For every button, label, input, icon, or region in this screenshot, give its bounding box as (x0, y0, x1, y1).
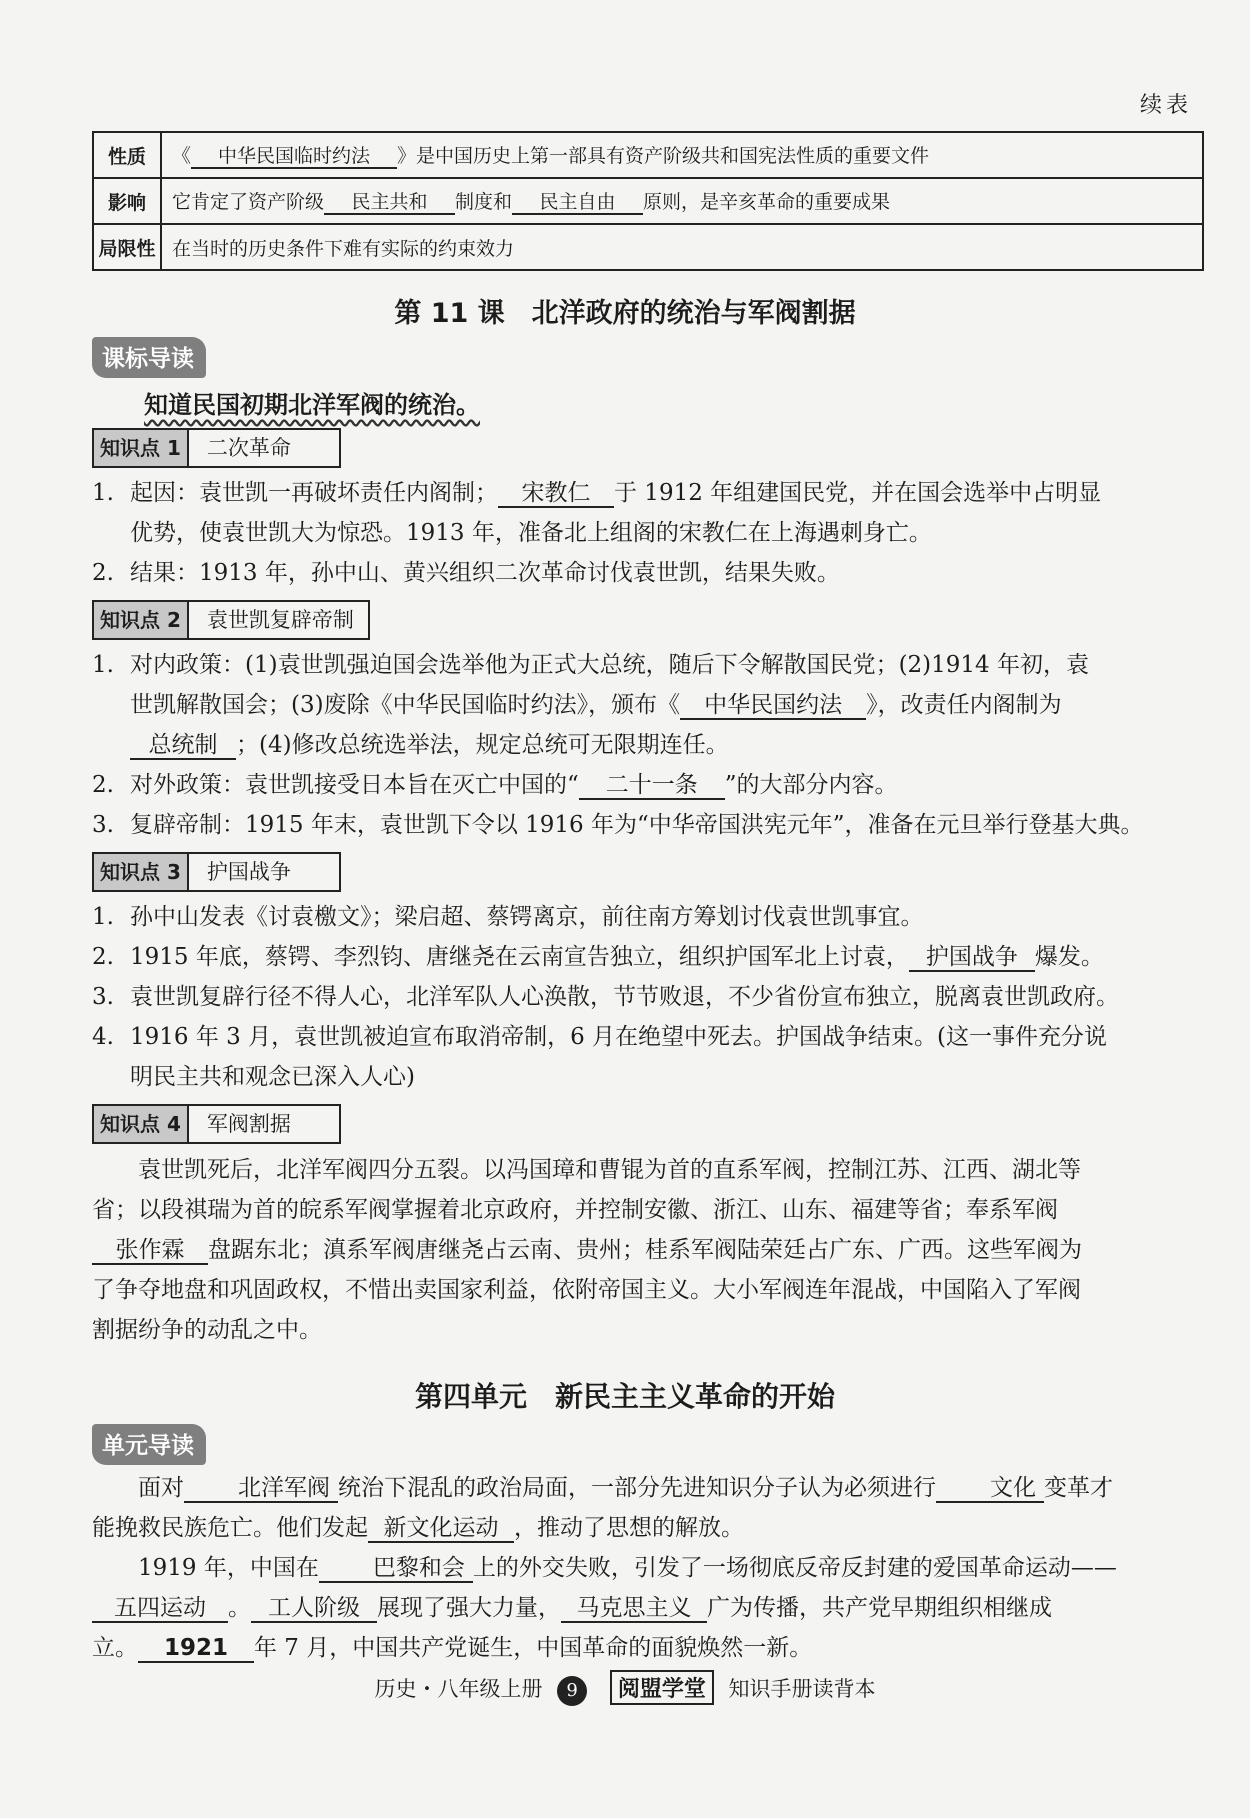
text: 。 (228, 1595, 251, 1621)
table-row (93, 132, 1203, 178)
text: 1916 年 3 月，袁世凯被迫宣布取消帝制，6 月在绝望中死去。护国战争结束。(这一事件充分说 (130, 1024, 1108, 1050)
fill-blank: 民主共和 (324, 192, 455, 216)
footer-subject: 历史・八年级上册 (374, 1677, 543, 1701)
paragraph-line: 了争夺地盘和巩固政权，不惜出卖国家利益，依附帝国主义。大小军阀连年混战，中国陷入了军阀 (92, 1277, 1081, 1303)
fill-blank: 新文化运动 (368, 1515, 514, 1543)
item-number: 2. (92, 560, 114, 586)
text: 面对 (138, 1475, 184, 1501)
text: ”的大部分内容。 (724, 772, 898, 798)
fill-blank: 马克思主义 (561, 1595, 707, 1623)
list-item (92, 805, 1204, 845)
item-number: 1. (92, 904, 114, 930)
fill-blank: 北洋军阀 (184, 1475, 338, 1503)
fill-blank: 文化 (936, 1475, 1044, 1503)
list-item (92, 1017, 1204, 1057)
fill-blank: 护国战争 (909, 944, 1035, 972)
section-badge-kebiao: 课标导读 (92, 337, 206, 378)
unit-title: 第四单元 新民主主义革命的开始 (414, 1380, 835, 1413)
knowledge-point-3-body (92, 897, 1204, 1097)
item-number: 3. (92, 812, 114, 838)
text: 上的外交失败，引发了一场彻底反帝反封建的爱国革命运动—— (472, 1555, 1117, 1581)
list-item-continued: 明民主共和观念已深入人心) (130, 1064, 415, 1090)
paragraph-line (92, 1230, 1204, 1270)
list-item (92, 937, 1204, 977)
text: 展现了强大力量， (377, 1595, 561, 1621)
knowledge-point-label: 知识点 3 (94, 854, 189, 890)
cell-text: 原则，是辛亥革命的重要成果 (643, 190, 891, 213)
list-item (92, 765, 1204, 805)
fill-blank: 张作霖 (92, 1237, 208, 1265)
continued-label: 续表 (1139, 93, 1192, 118)
paragraph-line (92, 1628, 1204, 1668)
table-header-cell: 局限性 (93, 224, 161, 270)
item-number: 1. (92, 652, 114, 678)
fill-blank: 宋教仁 (498, 480, 614, 508)
item-number: 1. (92, 480, 114, 506)
knowledge-point-1-body (92, 473, 1204, 593)
knowledge-point-4-header (92, 1104, 341, 1144)
paragraph-line (92, 1468, 1204, 1508)
fill-blank: 二十一条 (579, 772, 725, 800)
paragraph-line: 省；以段祺瑞为首的皖系军阀掌握着北京政府，并控制安徽、浙江、山东、福建等省；奉系军阀 (92, 1197, 1058, 1223)
text: 起因：袁世凯一再破坏责任内阁制； (130, 480, 498, 506)
list-item-continued (92, 725, 1204, 765)
text: 于 1912 年组建国民党，并在国会选举中占明显 (614, 480, 1102, 506)
text: ；(4)修改总统选举法，规定总统可无限期连任。 (236, 732, 729, 758)
list-item (92, 473, 1204, 513)
cell-text: 《 (172, 144, 192, 167)
fill-blank: 五四运动 (92, 1595, 228, 1623)
knowledge-point-title: 护国战争 (206, 860, 291, 884)
text: 世凯解散国会；(3)废除《中华民国临时约法》，颁布《 (130, 692, 681, 718)
text: 年 7 月，中国共产党诞生，中国革命的面貌焕然一新。 (254, 1635, 813, 1661)
curriculum-guide-text: 知道民国初期北洋军阀的统治。 (144, 391, 480, 419)
table-cell (161, 132, 1203, 178)
fill-blank: 中华民国临时约法 (191, 146, 397, 170)
text: 变革才 (1044, 1475, 1113, 1501)
knowledge-point-4-body (92, 1150, 1204, 1350)
paragraph-line (92, 1508, 1204, 1548)
table-header-cell: 性质 (93, 132, 161, 178)
text: ，推动了思想的解放。 (514, 1515, 744, 1541)
list-item (92, 645, 1204, 685)
footer-book-title: 知识手册读背本 (728, 1677, 876, 1701)
knowledge-point-1-header (92, 428, 341, 468)
list-item (92, 897, 1204, 937)
list-item (92, 553, 1204, 593)
list-item-continued: 优势，使袁世凯大为惊恐。1913 年，准备北上组阁的宋教仁在上海遇刺身亡。 (130, 520, 932, 546)
text: 统治下混乱的政治局面，一部分先进知识分子认为必须进行 (338, 1475, 936, 1501)
text: 孙中山发表《讨袁檄文》；梁启超、蔡锷离京，前往南方筹划讨伐袁世凯事宜。 (130, 904, 924, 930)
table-row (93, 224, 1203, 270)
knowledge-point-label: 知识点 4 (94, 1106, 189, 1142)
table-header-cell: 影响 (93, 178, 161, 224)
table-row (93, 178, 1203, 224)
knowledge-point-label: 知识点 2 (94, 602, 189, 638)
section-badge-unit: 单元导读 (92, 1424, 206, 1465)
fill-blank: 巴黎和会 (319, 1555, 473, 1583)
paragraph-line: 割据纷争的动乱之中。 (92, 1317, 322, 1343)
cell-text: 》是中国历史上第一部具有资产阶级共和国宪法性质的重要文件 (397, 144, 930, 167)
fill-blank: 1921 (138, 1635, 254, 1663)
page-footer (0, 1670, 1250, 1706)
text: 能挽救民族危亡。他们发起 (92, 1515, 368, 1541)
summary-table (92, 131, 1204, 271)
item-number: 4. (92, 1024, 114, 1050)
lesson-title: 第 11 课 北洋政府的统治与军阀割据 (394, 298, 856, 329)
text: 对内政策：(1)袁世凯强迫国会选举他为正式大总统，随后下令解散国民党；(2)1914 年初，袁 (130, 652, 1090, 678)
knowledge-point-2-body (92, 645, 1204, 845)
table-cell: 在当时的历史条件下难有实际的约束效力 (161, 224, 1203, 270)
text: 对外政策：袁世凯接受日本旨在灭亡中国的“ (130, 772, 579, 798)
text: 结果：1913 年，孙中山、黄兴组织二次革命讨伐袁世凯，结果失败。 (130, 560, 840, 586)
knowledge-point-2-header (92, 600, 370, 640)
text: 》，改责任内阁制为 (866, 692, 1062, 718)
cell-text: 它肯定了资产阶级 (172, 190, 325, 213)
list-item-continued (92, 685, 1204, 725)
fill-blank: 中华民国约法 (680, 692, 866, 720)
paragraph-line (92, 1548, 1204, 1588)
paragraph-line: 袁世凯死后，北洋军阀四分五裂。以冯国璋和曹锟为首的直系军阀，控制江苏、江西、湖北等 (138, 1157, 1081, 1183)
fill-blank: 民主自由 (512, 192, 643, 216)
item-number: 3. (92, 984, 114, 1010)
knowledge-point-3-header (92, 852, 341, 892)
brand-logo: 阅盟学堂 (610, 1670, 714, 1705)
knowledge-point-title: 军阀割据 (206, 1112, 291, 1136)
table-cell (161, 178, 1203, 224)
paragraph-line (92, 1588, 1204, 1628)
text: 1915 年底，蔡锷、李烈钧、唐继尧在云南宣告独立，组织护国军北上讨袁， (130, 944, 909, 970)
text: 盘踞东北；滇系军阀唐继尧占云南、贵州；桂系军阀陆荣廷占广东、广西。这些军阀为 (208, 1237, 1082, 1263)
text: 立。 (92, 1635, 138, 1661)
item-number: 2. (92, 772, 114, 798)
text: 广为传播，共产党早期组织相继成 (707, 1595, 1052, 1621)
list-item (92, 977, 1204, 1017)
unit-guide-body (92, 1468, 1204, 1668)
knowledge-point-title: 袁世凯复辟帝制 (206, 608, 354, 632)
item-number: 2. (92, 944, 114, 970)
text: 1919 年，中国在 (138, 1555, 319, 1581)
cell-text: 制度和 (455, 190, 513, 213)
fill-blank: 工人阶级 (251, 1595, 377, 1623)
knowledge-point-label: 知识点 1 (94, 430, 189, 466)
text: 复辟帝制：1915 年末，袁世凯下令以 1916 年为“中华帝国洪宪元年”，准备在元旦举行登基大典。 (130, 812, 1144, 838)
knowledge-point-title: 二次革命 (206, 436, 291, 460)
page-number: 9 (557, 1676, 587, 1706)
text: 爆发。 (1034, 944, 1104, 970)
fill-blank: 总统制 (130, 732, 236, 760)
text: 袁世凯复辟行径不得人心，北洋军队人心涣散，节节败退，不少省份宣布独立，脱离袁世凯政府。 (130, 984, 1119, 1010)
